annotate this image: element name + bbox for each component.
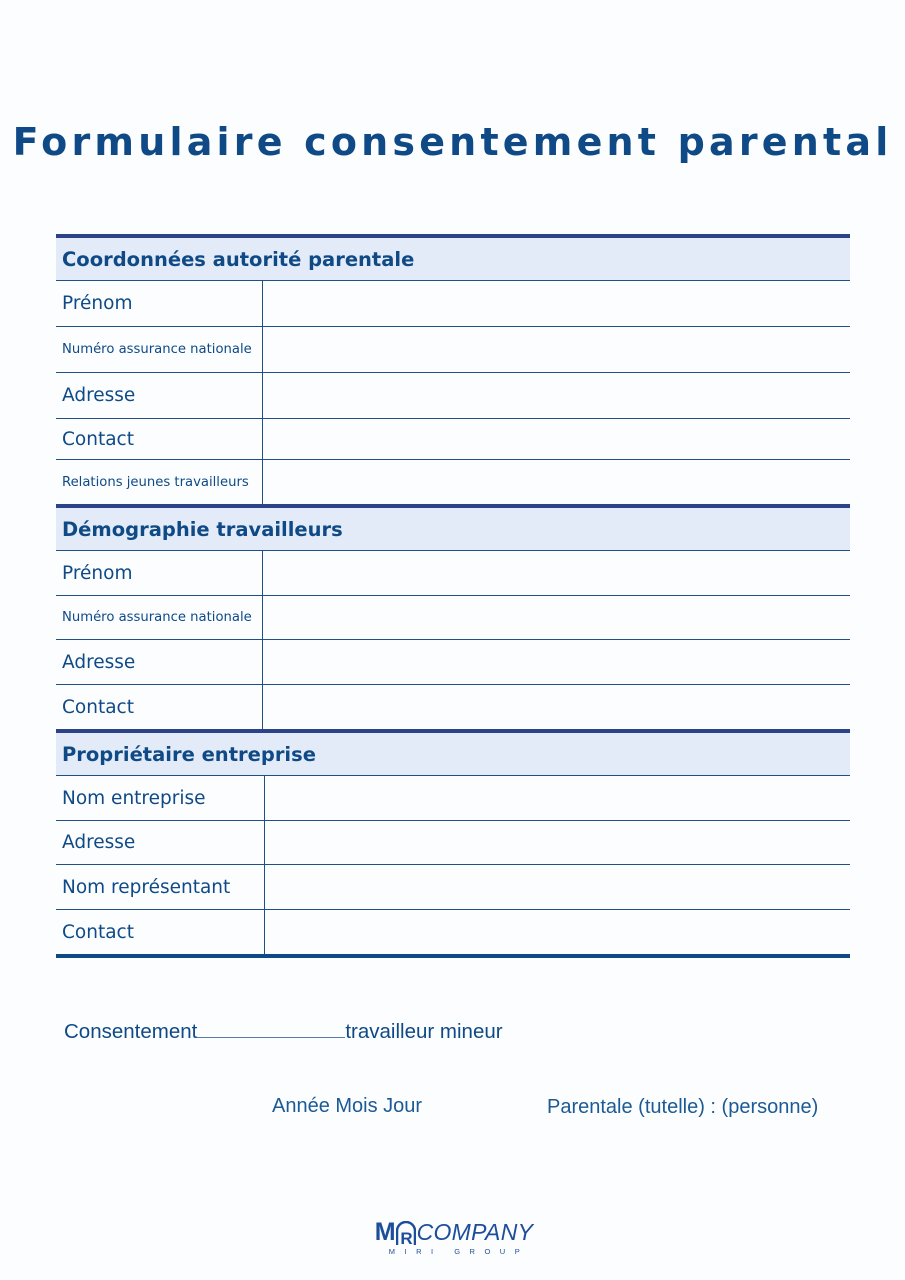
first-name-field[interactable]: [263, 281, 850, 326]
table-row: [56, 865, 850, 910]
table-row: [56, 596, 850, 640]
page-title: Formulaire consentement parental: [12, 120, 893, 164]
table-row: [56, 419, 850, 460]
relationship-field[interactable]: [263, 460, 850, 504]
table-row: [56, 281, 850, 327]
field-label: Adresse: [56, 821, 265, 864]
table-row: [56, 460, 850, 504]
form-table: [56, 234, 850, 958]
contact-field[interactable]: [263, 685, 850, 729]
logo-wordmark: [364, 1215, 544, 1245]
field-label: Adresse: [56, 640, 263, 684]
table-row: [56, 821, 850, 865]
consent-suffix: travailleur mineur: [345, 1020, 503, 1043]
table-row: [56, 685, 850, 729]
section-worker-demographics: [56, 504, 850, 729]
logo-subtitle: MIRI GROUP: [388, 1247, 530, 1256]
first-name-field[interactable]: [263, 551, 850, 595]
field-label: Nom entreprise: [56, 776, 265, 820]
section-heading: Démographie travailleurs: [56, 504, 850, 551]
svg-text:R: R: [399, 1229, 412, 1245]
address-field[interactable]: [265, 821, 850, 864]
address-field[interactable]: [263, 373, 850, 418]
section-heading: Coordonnées autorité parentale: [56, 234, 850, 281]
guardian-signature-label: Parentale (tutelle) : (personne): [547, 1096, 819, 1118]
company-logo: [364, 1215, 544, 1256]
table-row: [56, 327, 850, 373]
consent-blank-field[interactable]: [197, 1018, 345, 1038]
consent-statement: [64, 1018, 503, 1044]
contact-field[interactable]: [263, 419, 850, 459]
field-label: Prénom: [56, 281, 263, 326]
field-label: Contact: [56, 419, 263, 459]
field-label: Adresse: [56, 373, 263, 418]
field-label: Relations jeunes travailleurs: [56, 460, 263, 504]
field-label: Nom représentant: [56, 865, 265, 909]
table-row: [56, 551, 850, 596]
representative-name-field[interactable]: [265, 865, 850, 909]
address-field[interactable]: [263, 640, 850, 684]
date-label: Année Mois Jour: [272, 1095, 423, 1117]
consent-prefix: Consentement: [64, 1020, 198, 1043]
logo-letter-m: M: [374, 1218, 395, 1246]
field-label: Numéro assurance nationale: [56, 596, 263, 639]
field-label: Prénom: [56, 551, 263, 595]
contact-field[interactable]: [265, 910, 850, 954]
field-label: Numéro assurance nationale: [56, 327, 263, 372]
logo-company-text: COMPANY: [416, 1219, 534, 1245]
company-name-field[interactable]: [265, 776, 850, 820]
arch-icon: [396, 1221, 416, 1245]
section-heading: Propriétaire entreprise: [56, 729, 850, 776]
field-label: Contact: [56, 910, 265, 954]
table-row: [56, 776, 850, 821]
table-row: [56, 910, 850, 954]
section-parental-authority: [56, 234, 850, 504]
section-business-owner: [56, 729, 850, 954]
logo-mark: [375, 1220, 417, 1245]
table-row: [56, 640, 850, 685]
national-insurance-field[interactable]: [263, 596, 850, 639]
national-insurance-field[interactable]: [263, 327, 850, 372]
field-label: Contact: [56, 685, 263, 729]
table-row: [56, 373, 850, 419]
